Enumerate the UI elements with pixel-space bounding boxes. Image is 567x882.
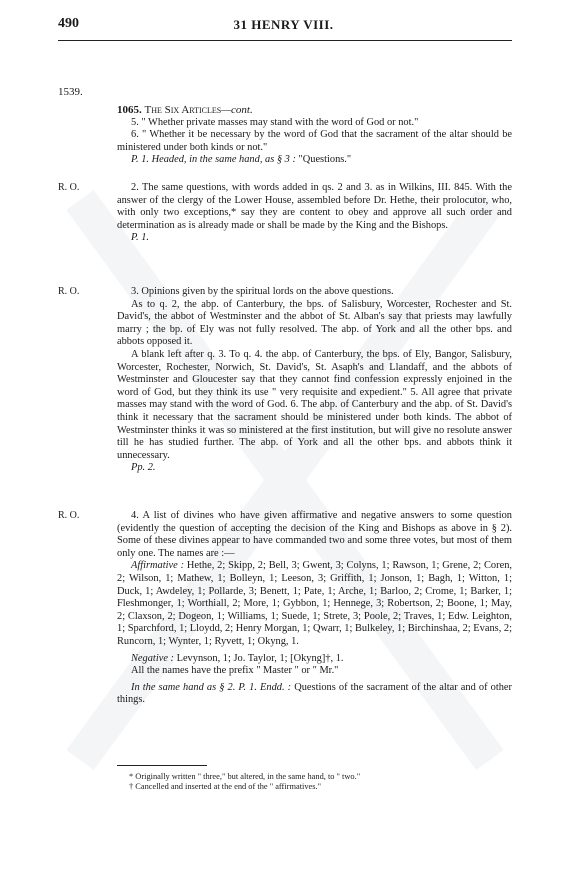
doc3-block [117, 286, 512, 475]
running-title: 31 HENRY VIII. [233, 17, 334, 32]
doc3-heading: 3. Opinions given by the spiritual lords on the above questions. [131, 286, 394, 297]
page-number: 490 [58, 16, 79, 31]
question-pages: P. 1. Headed, in the same hand, as § 3 : "Questions." [131, 154, 352, 166]
doc4-affirmative [117, 560, 512, 648]
doc3-pages: Pp. 2. [131, 462, 156, 474]
question-5: 5. " Whether private masses may stand with the word of God or not." [131, 116, 419, 128]
doc4-negative [117, 653, 512, 666]
footnote-rule [117, 765, 207, 766]
negative-label: Negative : [131, 652, 174, 664]
header-rule [58, 40, 512, 41]
doc4-block [117, 510, 512, 707]
doc3-para-2: A blank left after q. 3. To q. 4. the abp. of Canterbury, the bps. of Ely, Bangor, Salisbury, Worcester, Rochester, Norwich, St. David's, St. Asaph's and Llandaff, and the abbots of Westminster and Gloucester say that they cannot find confession expressly enjoined in the word of God, but they think its use " very requisite and expedient." 5. All agree that private masses may stand with the word of God. 6. The abp. of Canterbury and the abp. of St. David's think it necessary that the sacrament should be ministered under both kinds. The abbot of Westminster thinks it was so ministered at the first institution, but will give no resolute answer till he has studied further. The abp. of York and all the other bps. and abbots think it unnecessary. [117, 348, 512, 461]
affirmative-label: Affirmative : [131, 560, 185, 572]
affirmative-names: Hethe, 2; Skipp, 2; Bell, 3; Gwent, 3; Colyns, 1; Rawson, 1; Grene, 2; Coren, 2; Wilson, 1; Mathew, 1; Bolleyn, 1; Leeson, 3; Griffith, 1; Jonson, 1; Bagh, 1; Witton, 1; Duck, 1; Awdeley, 1; Pollarde, 3; Benett, 1; Pate, 1; Arche, 1; Barloo, 2; Crome, 1; Barker, 1; Fleshmonger, 1; Worthiall, 2; More, 1; Gybbon, 1; Hennege, 3; Robertson, 2; Boone, 1; May, 2; Claxson, 2; Dogeon, 1; Williams, 1; Suede, 1; Strete, 3; Poole, 2; Traves, 1; Edw. Leighton, 1; Sparchford, 1; Lloydd, 2; Henry Morgan, 1; Qwarr, 1; Bulkeley, 1; Birchinshaa, 2; Evans, 2; Runcorn, 1; Wynter, 1; Ryvett, 1; Okyng, 1. [117, 560, 512, 647]
margin-ro-4: R. O. [58, 510, 80, 521]
doc2-block [117, 182, 512, 245]
question-6: 6. " Whether it be necessary by the word of God that the sacrament of the altar should be ministered under both kinds or not." [117, 129, 512, 153]
entry-heading [117, 104, 512, 117]
negative-names: Levynson, 1; Jo. Taylor, 1; [Okyng]†, 1. [174, 652, 344, 664]
margin-ro-2: R. O. [58, 182, 80, 193]
entry-number: 1065. [117, 104, 142, 116]
doc4-prefix-note: All the names have the prefix " Master " or " Mr." [131, 665, 339, 677]
doc4-intro: 4. A list of divines who have given affirmative and negative answers to some question (evidently the question of accepting the decision of the King and Bishops as above in § 2). Some of these divines appear to have commanded two and some three votes, but most of them only one. The names are :— [117, 510, 512, 559]
margin-ro-3: R. O. [58, 286, 80, 297]
entry-block [117, 104, 512, 167]
footnote-1: * Originally written " three," but altered, in the same hand, to " two." [129, 772, 361, 781]
footnote-2: † Cancelled and inserted at the end of the " affirmatives." [129, 782, 322, 791]
year-marker: 1539. [58, 86, 83, 98]
doc3-para-1: As to q. 2, the abp. of Canterbury, the bps. of Salisbury, Worcester, Rochester and St. David's, the abbot of Westminster and the abbot of St. Alban's say that priests may lawfully marry ; the bp. of Ely was not fully resolved. The abp. of York and all the other bps. and abbots opposed it. [117, 298, 512, 348]
entry-title-cont: —cont. [221, 104, 253, 116]
doc4-endorsement: In the same hand as § 2. P. 1. Endd. : Questions of the sacrament of the altar and of other things. [117, 681, 512, 706]
doc2-text: 2. The same questions, with words added in qs. 2 and 3. as in Wilkins, III. 845. With the answer of the clergy of the Lower House, assembled before Dr. Hethe, their prolocutor, who, with only two exceptions,* say they are content to obey and approve all such order and determination as is already made or shall be made by the King and the Bishops. [117, 182, 512, 231]
entry-title: The Six Articles [144, 104, 222, 116]
doc2-pages: P. 1. [131, 232, 149, 244]
